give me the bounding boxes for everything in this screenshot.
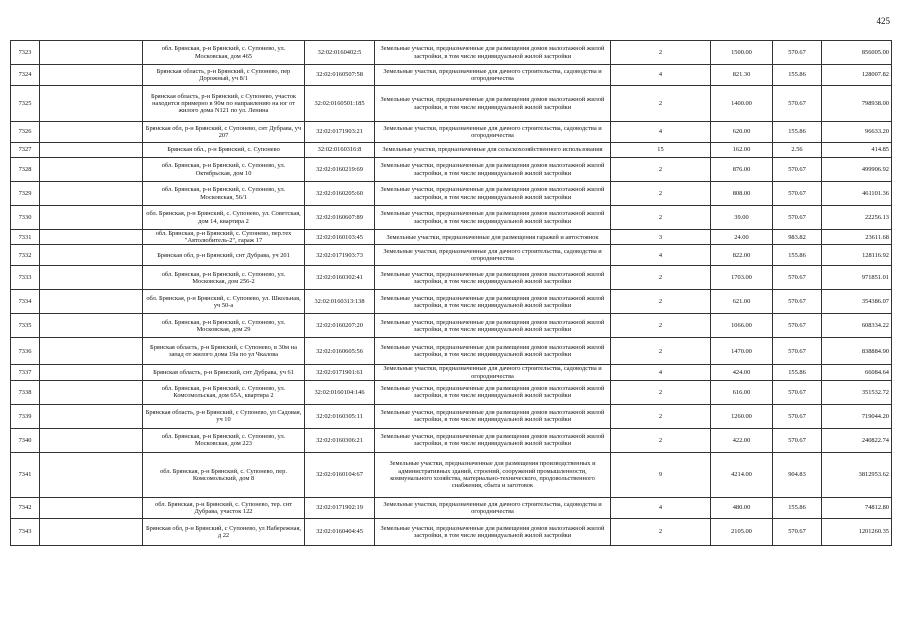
use-category-cell: 2 xyxy=(611,206,711,230)
table-row xyxy=(11,497,892,518)
area-cell: 1500.00 xyxy=(711,41,773,65)
specific-value-cell: 570.67 xyxy=(773,428,822,452)
cadastral-number-cell: 32:02:0160104:67 xyxy=(305,452,375,497)
address-cell: Брянская обл, р-н Брянский, с Супонево, ул Набережная, д 22 xyxy=(143,518,305,545)
cadastral-value-cell: 351532.72 xyxy=(822,380,892,404)
row-number: 7326 xyxy=(11,122,40,143)
area-cell: 808.00 xyxy=(711,182,773,206)
address-cell: обл. Брянская, р-н Брянский, с. Супонево, ул. Советская, дом 14, квартира 2 xyxy=(143,206,305,230)
address-cell: Брянская область, р-н Брянский, с Супонево, участок находится примерно в 90м по направлению на юг от жилого дома N121 по ул. Ленина xyxy=(143,86,305,122)
cadastral-value-cell: 96633.20 xyxy=(822,122,892,143)
use-category-cell: 4 xyxy=(611,122,711,143)
specific-value-cell: 570.67 xyxy=(773,158,822,182)
specific-value-cell: 570.67 xyxy=(773,182,822,206)
land-use-cell: Земельные участки, предназначенные для дачного строительства, садоводства и огородничества xyxy=(375,497,611,518)
address-cell: обл. Брянская, р-н Брянский, с. Супонево, ул. Школьная, уч 50-а xyxy=(143,290,305,314)
use-category-cell: 4 xyxy=(611,497,711,518)
specific-value-cell: 2.56 xyxy=(773,143,822,158)
row-number: 7330 xyxy=(11,206,40,230)
cadastral-value-cell: 23611.68 xyxy=(822,230,892,245)
row-number: 7334 xyxy=(11,290,40,314)
area-cell: 876.00 xyxy=(711,158,773,182)
cadastral-value-cell: 856005.00 xyxy=(822,41,892,65)
cadastral-number-cell: 32:02:0160402:5 xyxy=(305,41,375,65)
specific-value-cell: 570.67 xyxy=(773,380,822,404)
cadastral-value-cell: 240822.74 xyxy=(822,428,892,452)
land-use-cell: Земельные участки, предназначенные для дачного строительства, садоводства и огородничества xyxy=(375,365,611,380)
table-row xyxy=(11,245,892,266)
blank-cell xyxy=(40,230,143,245)
table-row xyxy=(11,518,892,545)
cadastral-value-cell: 838884.90 xyxy=(822,338,892,365)
land-use-cell: Земельные участки, предназначенные для дачного строительства, садоводства и огородничества xyxy=(375,245,611,266)
cadastral-value-cell: 22256.13 xyxy=(822,206,892,230)
row-number: 7341 xyxy=(11,452,40,497)
use-category-cell: 4 xyxy=(611,65,711,86)
table-row xyxy=(11,182,892,206)
cadastral-number-cell: 32:02:0160219:69 xyxy=(305,158,375,182)
land-use-cell: Земельные участки, предназначенные для дачного строительства, садоводства и огородничества xyxy=(375,65,611,86)
address-cell: Брянская обл, р-н Брянский, снт Дубрава, уч 201 xyxy=(143,245,305,266)
area-cell: 620.00 xyxy=(711,122,773,143)
table-row xyxy=(11,338,892,365)
table-row xyxy=(11,86,892,122)
cadastral-value-cell: 798938.00 xyxy=(822,86,892,122)
cadastral-number-cell: 32:02:0160605:56 xyxy=(305,338,375,365)
row-number: 7329 xyxy=(11,182,40,206)
address-cell: Брянская обл, р-н Брянский, с Супонево, снт Дубрава, уч 207 xyxy=(143,122,305,143)
address-cell: обл. Брянская, р-н Брянский, с. Супонево, ул. Московская, дом 465 xyxy=(143,41,305,65)
table-row xyxy=(11,290,892,314)
use-category-cell: 2 xyxy=(611,290,711,314)
cadastral-value-cell: 354386.07 xyxy=(822,290,892,314)
cadastral-number-cell: 32:02:0160306:21 xyxy=(305,428,375,452)
area-cell: 616.00 xyxy=(711,380,773,404)
area-cell: 621.00 xyxy=(711,290,773,314)
address-cell: обл. Брянская, р-н Брянский, с. Супонево, ул. Московская, дом 223 xyxy=(143,428,305,452)
address-cell: обл. Брянская, р-н Брянский, с. Супонево, тер. снт Дубрава, участок 122 xyxy=(143,497,305,518)
specific-value-cell: 155.86 xyxy=(773,365,822,380)
cadastral-number-cell: 32:02:0160104:146 xyxy=(305,380,375,404)
row-number: 7327 xyxy=(11,143,40,158)
use-category-cell: 2 xyxy=(611,314,711,338)
blank-cell xyxy=(40,266,143,290)
address-cell: обл. Брянская, р-н Брянский, с. Супонево, ул. Московская, дом 256-2 xyxy=(143,266,305,290)
row-number: 7339 xyxy=(11,404,40,428)
land-use-cell: Земельные участки, предназначенные для дачного строительства, садоводства и огородничества xyxy=(375,122,611,143)
specific-value-cell: 155.86 xyxy=(773,245,822,266)
address-cell: Брянская обл., р-н Брянский, с. Супонево xyxy=(143,143,305,158)
cadastral-number-cell: 32:02:0160103:45 xyxy=(305,230,375,245)
table-row xyxy=(11,452,892,497)
table-row xyxy=(11,206,892,230)
specific-value-cell: 570.67 xyxy=(773,518,822,545)
use-category-cell: 2 xyxy=(611,86,711,122)
area-cell: 424.00 xyxy=(711,365,773,380)
address-cell: обл. Брянская, р-н Брянский, с. Супонево, ул. Московская, дом 29 xyxy=(143,314,305,338)
cadastral-number-cell: 32:02:0171903:21 xyxy=(305,122,375,143)
area-cell: 821.30 xyxy=(711,65,773,86)
area-cell: 422.00 xyxy=(711,428,773,452)
cadastral-value-cell: 128116.92 xyxy=(822,245,892,266)
use-category-cell: 4 xyxy=(611,245,711,266)
blank-cell xyxy=(40,86,143,122)
cadastral-number-cell: 32:02:0160316:8 xyxy=(305,143,375,158)
blank-cell xyxy=(40,41,143,65)
address-cell: Брянская область, р-н Брянский, с Супонево, в 30м на запад от жилого дома 19а по ул Чкалова xyxy=(143,338,305,365)
table-row xyxy=(11,122,892,143)
specific-value-cell: 570.67 xyxy=(773,41,822,65)
address-cell: обл. Брянская, р-н Брянский, с. Супонево, пер. Комсомольский, дом 8 xyxy=(143,452,305,497)
cadastral-number-cell: 32:02:0160207:20 xyxy=(305,314,375,338)
blank-cell xyxy=(40,497,143,518)
land-use-cell: Земельные участки, предназначенные для размещения домов малоэтажной жилой застройки, в том числе индивидуальной жилой застройки xyxy=(375,86,611,122)
specific-value-cell: 155.86 xyxy=(773,122,822,143)
area-cell: 480.00 xyxy=(711,497,773,518)
address-cell: обл. Брянская, р-н Брянский, с. Супонево, ул. Октябрьская, дом 10 xyxy=(143,158,305,182)
table-row xyxy=(11,404,892,428)
row-number: 7343 xyxy=(11,518,40,545)
use-category-cell: 4 xyxy=(611,365,711,380)
blank-cell xyxy=(40,182,143,206)
use-category-cell: 2 xyxy=(611,428,711,452)
blank-cell xyxy=(40,122,143,143)
cadastral-number-cell: 32:02:0160404:45 xyxy=(305,518,375,545)
cadastral-value-cell: 3812953.62 xyxy=(822,452,892,497)
row-number: 7331 xyxy=(11,230,40,245)
land-use-cell: Земельные участки, предназначенные для размещения гаражей и автостоянок xyxy=(375,230,611,245)
specific-value-cell: 570.67 xyxy=(773,338,822,365)
use-category-cell: 2 xyxy=(611,404,711,428)
cadastral-number-cell: 32:02:0160205:60 xyxy=(305,182,375,206)
cadastral-value-cell: 414.85 xyxy=(822,143,892,158)
land-use-cell: Земельные участки, предназначенные для размещения домов малоэтажной жилой застройки, в том числе индивидуальной жилой застройки xyxy=(375,182,611,206)
specific-value-cell: 570.67 xyxy=(773,314,822,338)
blank-cell xyxy=(40,143,143,158)
use-category-cell: 2 xyxy=(611,158,711,182)
table-row xyxy=(11,380,892,404)
cadastral-number-cell: 32:02:0160313:138 xyxy=(305,290,375,314)
cadastral-value-cell: 128007.82 xyxy=(822,65,892,86)
cadastral-number-cell: 32:02:0160302:41 xyxy=(305,266,375,290)
cadastral-number-cell: 32:02:0160507:58 xyxy=(305,65,375,86)
row-number: 7333 xyxy=(11,266,40,290)
row-number: 7335 xyxy=(11,314,40,338)
land-use-cell: Земельные участки, предназначенные для размещения домов малоэтажной жилой застройки, в том числе индивидуальной жилой застройки xyxy=(375,380,611,404)
row-number: 7323 xyxy=(11,41,40,65)
blank-cell xyxy=(40,338,143,365)
blank-cell xyxy=(40,314,143,338)
table-row xyxy=(11,230,892,245)
use-category-cell: 2 xyxy=(611,380,711,404)
table-row xyxy=(11,428,892,452)
area-cell: 4214.00 xyxy=(711,452,773,497)
land-use-cell: Земельные участки, предназначенные для размещения домов малоэтажной жилой застройки, в том числе индивидуальной жилой застройки xyxy=(375,404,611,428)
blank-cell xyxy=(40,404,143,428)
table-row xyxy=(11,365,892,380)
specific-value-cell: 570.67 xyxy=(773,404,822,428)
blank-cell xyxy=(40,380,143,404)
cadastral-value-cell: 719044.20 xyxy=(822,404,892,428)
land-use-cell: Земельные участки, предназначенные для размещения домов малоэтажной жилой застройки, в том числе индивидуальной жилой застройки xyxy=(375,338,611,365)
cadastral-number-cell: 32:02:0160305:11 xyxy=(305,404,375,428)
cadastral-value-table xyxy=(10,40,892,546)
land-use-cell: Земельные участки, предназначенные для размещения домов малоэтажной жилой застройки, в том числе индивидуальной жилой застройки xyxy=(375,290,611,314)
specific-value-cell: 155.86 xyxy=(773,497,822,518)
blank-cell xyxy=(40,518,143,545)
use-category-cell: 2 xyxy=(611,518,711,545)
cadastral-number-cell: 32:02:0160607:89 xyxy=(305,206,375,230)
cadastral-number-cell: 32:02:0160501:185 xyxy=(305,86,375,122)
use-category-cell: 2 xyxy=(611,41,711,65)
cadastral-value-cell: 608334.22 xyxy=(822,314,892,338)
area-cell: 822.00 xyxy=(711,245,773,266)
row-number: 7337 xyxy=(11,365,40,380)
page-number: 425 xyxy=(876,16,890,26)
land-use-cell: Земельные участки, предназначенные для размещения домов малоэтажной жилой застройки, в том числе индивидуальной жилой застройки xyxy=(375,41,611,65)
table-row xyxy=(11,143,892,158)
use-category-cell: 2 xyxy=(611,338,711,365)
area-cell: 1400.00 xyxy=(711,86,773,122)
cadastral-value-cell: 66084.64 xyxy=(822,365,892,380)
use-category-cell: 2 xyxy=(611,266,711,290)
cadastral-number-cell: 32:02:0171902:19 xyxy=(305,497,375,518)
area-cell: 24.00 xyxy=(711,230,773,245)
address-cell: Брянская область, р-н Брянский, снт Дубрава, уч 61 xyxy=(143,365,305,380)
row-number: 7324 xyxy=(11,65,40,86)
row-number: 7340 xyxy=(11,428,40,452)
table-row xyxy=(11,314,892,338)
blank-cell xyxy=(40,158,143,182)
area-cell: 39.00 xyxy=(711,206,773,230)
table-row xyxy=(11,158,892,182)
specific-value-cell: 570.67 xyxy=(773,290,822,314)
cadastral-value-cell: 1201260.35 xyxy=(822,518,892,545)
cadastral-value-cell: 461101.36 xyxy=(822,182,892,206)
row-number: 7338 xyxy=(11,380,40,404)
land-use-cell: Земельные участки, предназначенные для размещения домов малоэтажной жилой застройки, в том числе индивидуальной жилой застройки xyxy=(375,428,611,452)
specific-value-cell: 570.67 xyxy=(773,266,822,290)
use-category-cell: 9 xyxy=(611,452,711,497)
specific-value-cell: 983.82 xyxy=(773,230,822,245)
land-use-cell: Земельные участки, предназначенные для размещения производственных и административных зданий, строений, сооружений промышленности, коммунального хозяйства, материально-технического, продовольственного снабжения, сбыта и заготовок xyxy=(375,452,611,497)
row-number: 7332 xyxy=(11,245,40,266)
land-use-cell: Земельные участки, предназначенные для размещения домов малоэтажной жилой застройки, в том числе индивидуальной жилой застройки xyxy=(375,314,611,338)
area-cell: 162.00 xyxy=(711,143,773,158)
land-use-cell: Земельные участки, предназначенные для размещения домов малоэтажной жилой застройки, в том числе индивидуальной жилой застройки xyxy=(375,158,611,182)
blank-cell xyxy=(40,452,143,497)
blank-cell xyxy=(40,65,143,86)
use-category-cell: 3 xyxy=(611,230,711,245)
land-use-cell: Земельные участки, предназначенные для размещения домов малоэтажной жилой застройки, в том числе индивидуальной жилой застройки xyxy=(375,206,611,230)
table-row xyxy=(11,41,892,65)
blank-cell xyxy=(40,290,143,314)
table-row xyxy=(11,266,892,290)
specific-value-cell: 570.67 xyxy=(773,206,822,230)
blank-cell xyxy=(40,245,143,266)
address-cell: обл. Брянская, р-н Брянский, с. Супонево, ул. Комсомольская, дом 65А, квартира 2 xyxy=(143,380,305,404)
specific-value-cell: 570.67 xyxy=(773,86,822,122)
row-number: 7328 xyxy=(11,158,40,182)
cadastral-value-cell: 74812.80 xyxy=(822,497,892,518)
cadastral-value-cell: 499906.92 xyxy=(822,158,892,182)
blank-cell xyxy=(40,365,143,380)
cadastral-number-cell: 32:02:0171903:73 xyxy=(305,245,375,266)
specific-value-cell: 904.83 xyxy=(773,452,822,497)
table-row xyxy=(11,65,892,86)
row-number: 7342 xyxy=(11,497,40,518)
row-number: 7325 xyxy=(11,86,40,122)
area-cell: 2105.00 xyxy=(711,518,773,545)
land-use-cell: Земельные участки, предназначенные для размещения домов малоэтажной жилой застройки, в том числе индивидуальной жилой застройки xyxy=(375,266,611,290)
use-category-cell: 2 xyxy=(611,182,711,206)
area-cell: 1066.00 xyxy=(711,314,773,338)
area-cell: 1260.00 xyxy=(711,404,773,428)
address-cell: обл. Брянская, р-н Брянский, с. Супонево, ул. Московская, 56/1 xyxy=(143,182,305,206)
address-cell: Брянская область, р-н Брянский, с Супонево, ул Садовая, уч 10 xyxy=(143,404,305,428)
blank-cell xyxy=(40,428,143,452)
land-use-cell: Земельные участки, предназначенные для размещения домов малоэтажной жилой застройки, в том числе индивидуальной жилой застройки xyxy=(375,518,611,545)
cadastral-value-cell: 971851.01 xyxy=(822,266,892,290)
cadastral-number-cell: 32:02:0171901:61 xyxy=(305,365,375,380)
land-use-cell: Земельные участки, предназначенные для сельскохозяйственного использования xyxy=(375,143,611,158)
area-cell: 1470.00 xyxy=(711,338,773,365)
row-number: 7336 xyxy=(11,338,40,365)
blank-cell xyxy=(40,206,143,230)
area-cell: 1703.00 xyxy=(711,266,773,290)
address-cell: обл. Брянская, р-н Брянский, с. Супонево, пер.тех "Автолюбитель-2", гараж 17 xyxy=(143,230,305,245)
use-category-cell: 15 xyxy=(611,143,711,158)
address-cell: Брянская область, р-н Брянский, с Супонево, пер Дорожный, уч 8/1 xyxy=(143,65,305,86)
specific-value-cell: 155.86 xyxy=(773,65,822,86)
